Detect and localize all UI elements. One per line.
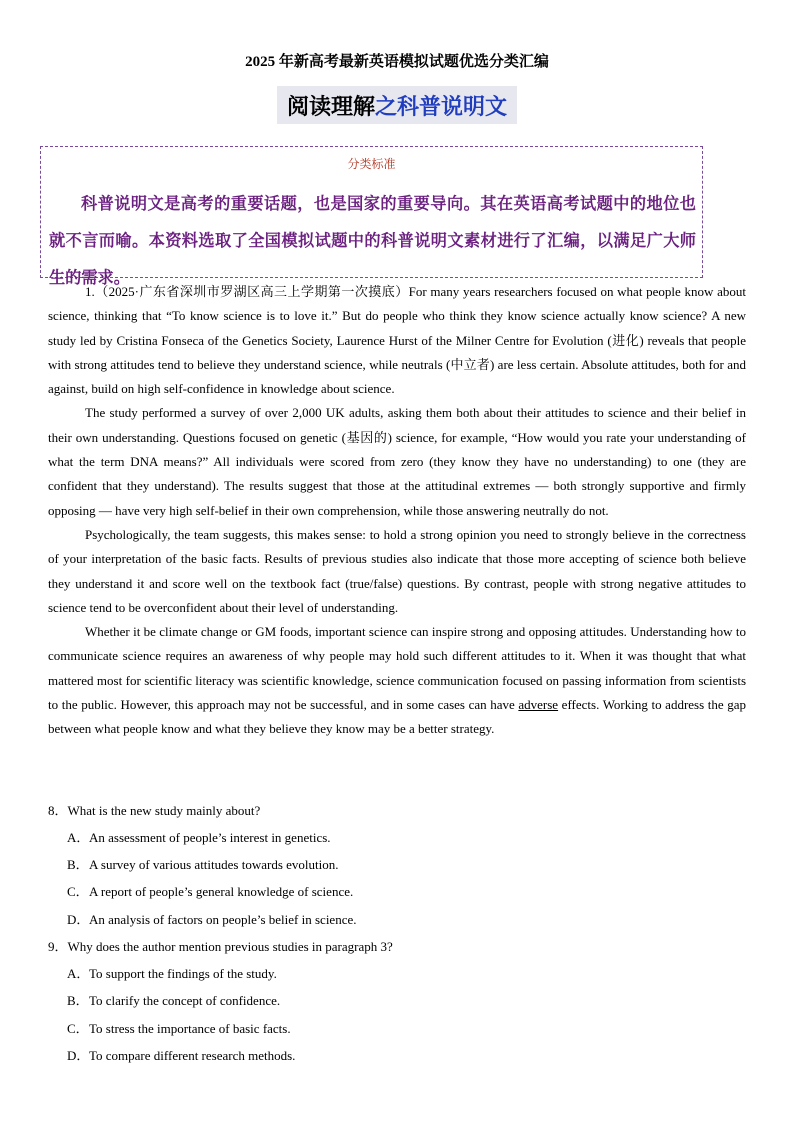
option-key: B．: [67, 993, 89, 1008]
question-stem: 9．Why does the author mention previous studies in paragraph 3?: [48, 939, 393, 954]
standard-text: 科普说明文是高考的重要话题，也是国家的重要导向。其在英语高考试题中的地位也就不言而喻。本资料选取了全国模拟试题中的科普说明文素材进行了汇编，以满足广大师生的需求。: [49, 194, 696, 287]
option-text: To stress the importance of basic facts.: [89, 1021, 291, 1036]
option-item[interactable]: [67, 909, 357, 928]
option-item[interactable]: [67, 827, 331, 846]
reading-passage: [48, 280, 746, 742]
option-key: B．: [67, 857, 89, 872]
option-item[interactable]: [67, 881, 353, 900]
option-key: C．: [67, 884, 89, 899]
option-key: D．: [67, 1048, 90, 1063]
banner-title-part-b: 之科普说明文: [375, 94, 508, 120]
standard-label: 分类标准: [347, 157, 396, 171]
option-text: To clarify the concept of confidence.: [89, 993, 281, 1008]
passage-paragraph-2: The study performed a survey of over 2,000 UK adults, asking them both about their attitudes to science and their belief in their own understanding. Questions focused on genetic (基因的) science, for example, “How would you rate your understanding of what the term DNA means?” All individuals were scored from zero (they know they have no understanding) to one (they are confident that they understand). The results suggest that those at the attitudinal extremes — both strongly supportive and firmly opposing — have very high self-belief in their own comprehension, while those answering neutrally do not.: [48, 405, 746, 518]
option-item[interactable]: [67, 1045, 295, 1064]
option-item[interactable]: [67, 854, 339, 873]
option-text: To support the findings of the study.: [89, 966, 277, 981]
option-key: C．: [67, 1021, 89, 1036]
paragraph-4-text-a: Whether it be climate change or GM foods, important science can inspire strong and opposing attitudes. Understanding how to communicate science requires an awareness of why people may hold such different attitudes to it. When it was thought that what mattered most for scientific literacy was scientific knowledge, science communication focused on passing information from scientists to the public. However, this approach may not be successful, and in some cases can have: [48, 624, 746, 713]
paragraph-4-text-b: effects. Working to address the gap between what people know and what they believe they know may be a better strategy.: [48, 697, 747, 737]
option-text: To compare different research methods.: [89, 1048, 296, 1063]
option-key: A．: [67, 966, 90, 981]
section-banner: [277, 86, 517, 124]
option-text: An analysis of factors on people’s belief in science.: [89, 912, 357, 927]
option-text: An assessment of people’s interest in genetics.: [89, 830, 331, 845]
option-item[interactable]: [67, 1018, 291, 1037]
underlined-word: adverse: [518, 697, 559, 713]
passage-paragraph-3: Psychologically, the team suggests, this makes sense: to hold a strong opinion you need to strongly believe in the correctness of your interpretation of the basic facts. Results of previous studies also indicate that those more accepting of science both believe they understand it and score well on the textbook fact (true/false) questions. By contrast, people with strong negative attitudes to science tend to be overconfident about their level of understanding.: [48, 526, 746, 615]
question-stem: 8．What is the new study mainly about?: [48, 803, 261, 818]
document-title: 2025 年新高考最新英语模拟试题优选分类汇编: [245, 54, 549, 70]
option-item[interactable]: [67, 990, 280, 1009]
passage-paragraph-4: [48, 620, 746, 741]
option-key: D．: [67, 912, 90, 927]
option-item[interactable]: [67, 963, 277, 982]
option-text: A report of people’s general knowledge of science.: [89, 884, 354, 899]
option-text: A survey of various attitudes towards evolution.: [89, 857, 339, 872]
banner-title-part-a: 阅读理解: [286, 94, 375, 120]
classification-standard-box: [40, 146, 703, 287]
option-key: A．: [67, 830, 90, 845]
passage-paragraph-1: 1.（2025·广东省深圳市罗湖区高三上学期第一次摸底）For many years researchers focused on what people know about science, thinking that “To know science is to love it.” But do people who think they know science actually know science? A new study led by Cristina Fonseca of the Genetics Society, Laurence Hurst of the Milner Centre for Evolution (进化) reveals that people with strong attitudes tend to believe they understand science, while neutrals (中立者) are less certain. Absolute attitudes, both for and against, build on high self-confidence in knowledge about science.: [48, 284, 746, 397]
